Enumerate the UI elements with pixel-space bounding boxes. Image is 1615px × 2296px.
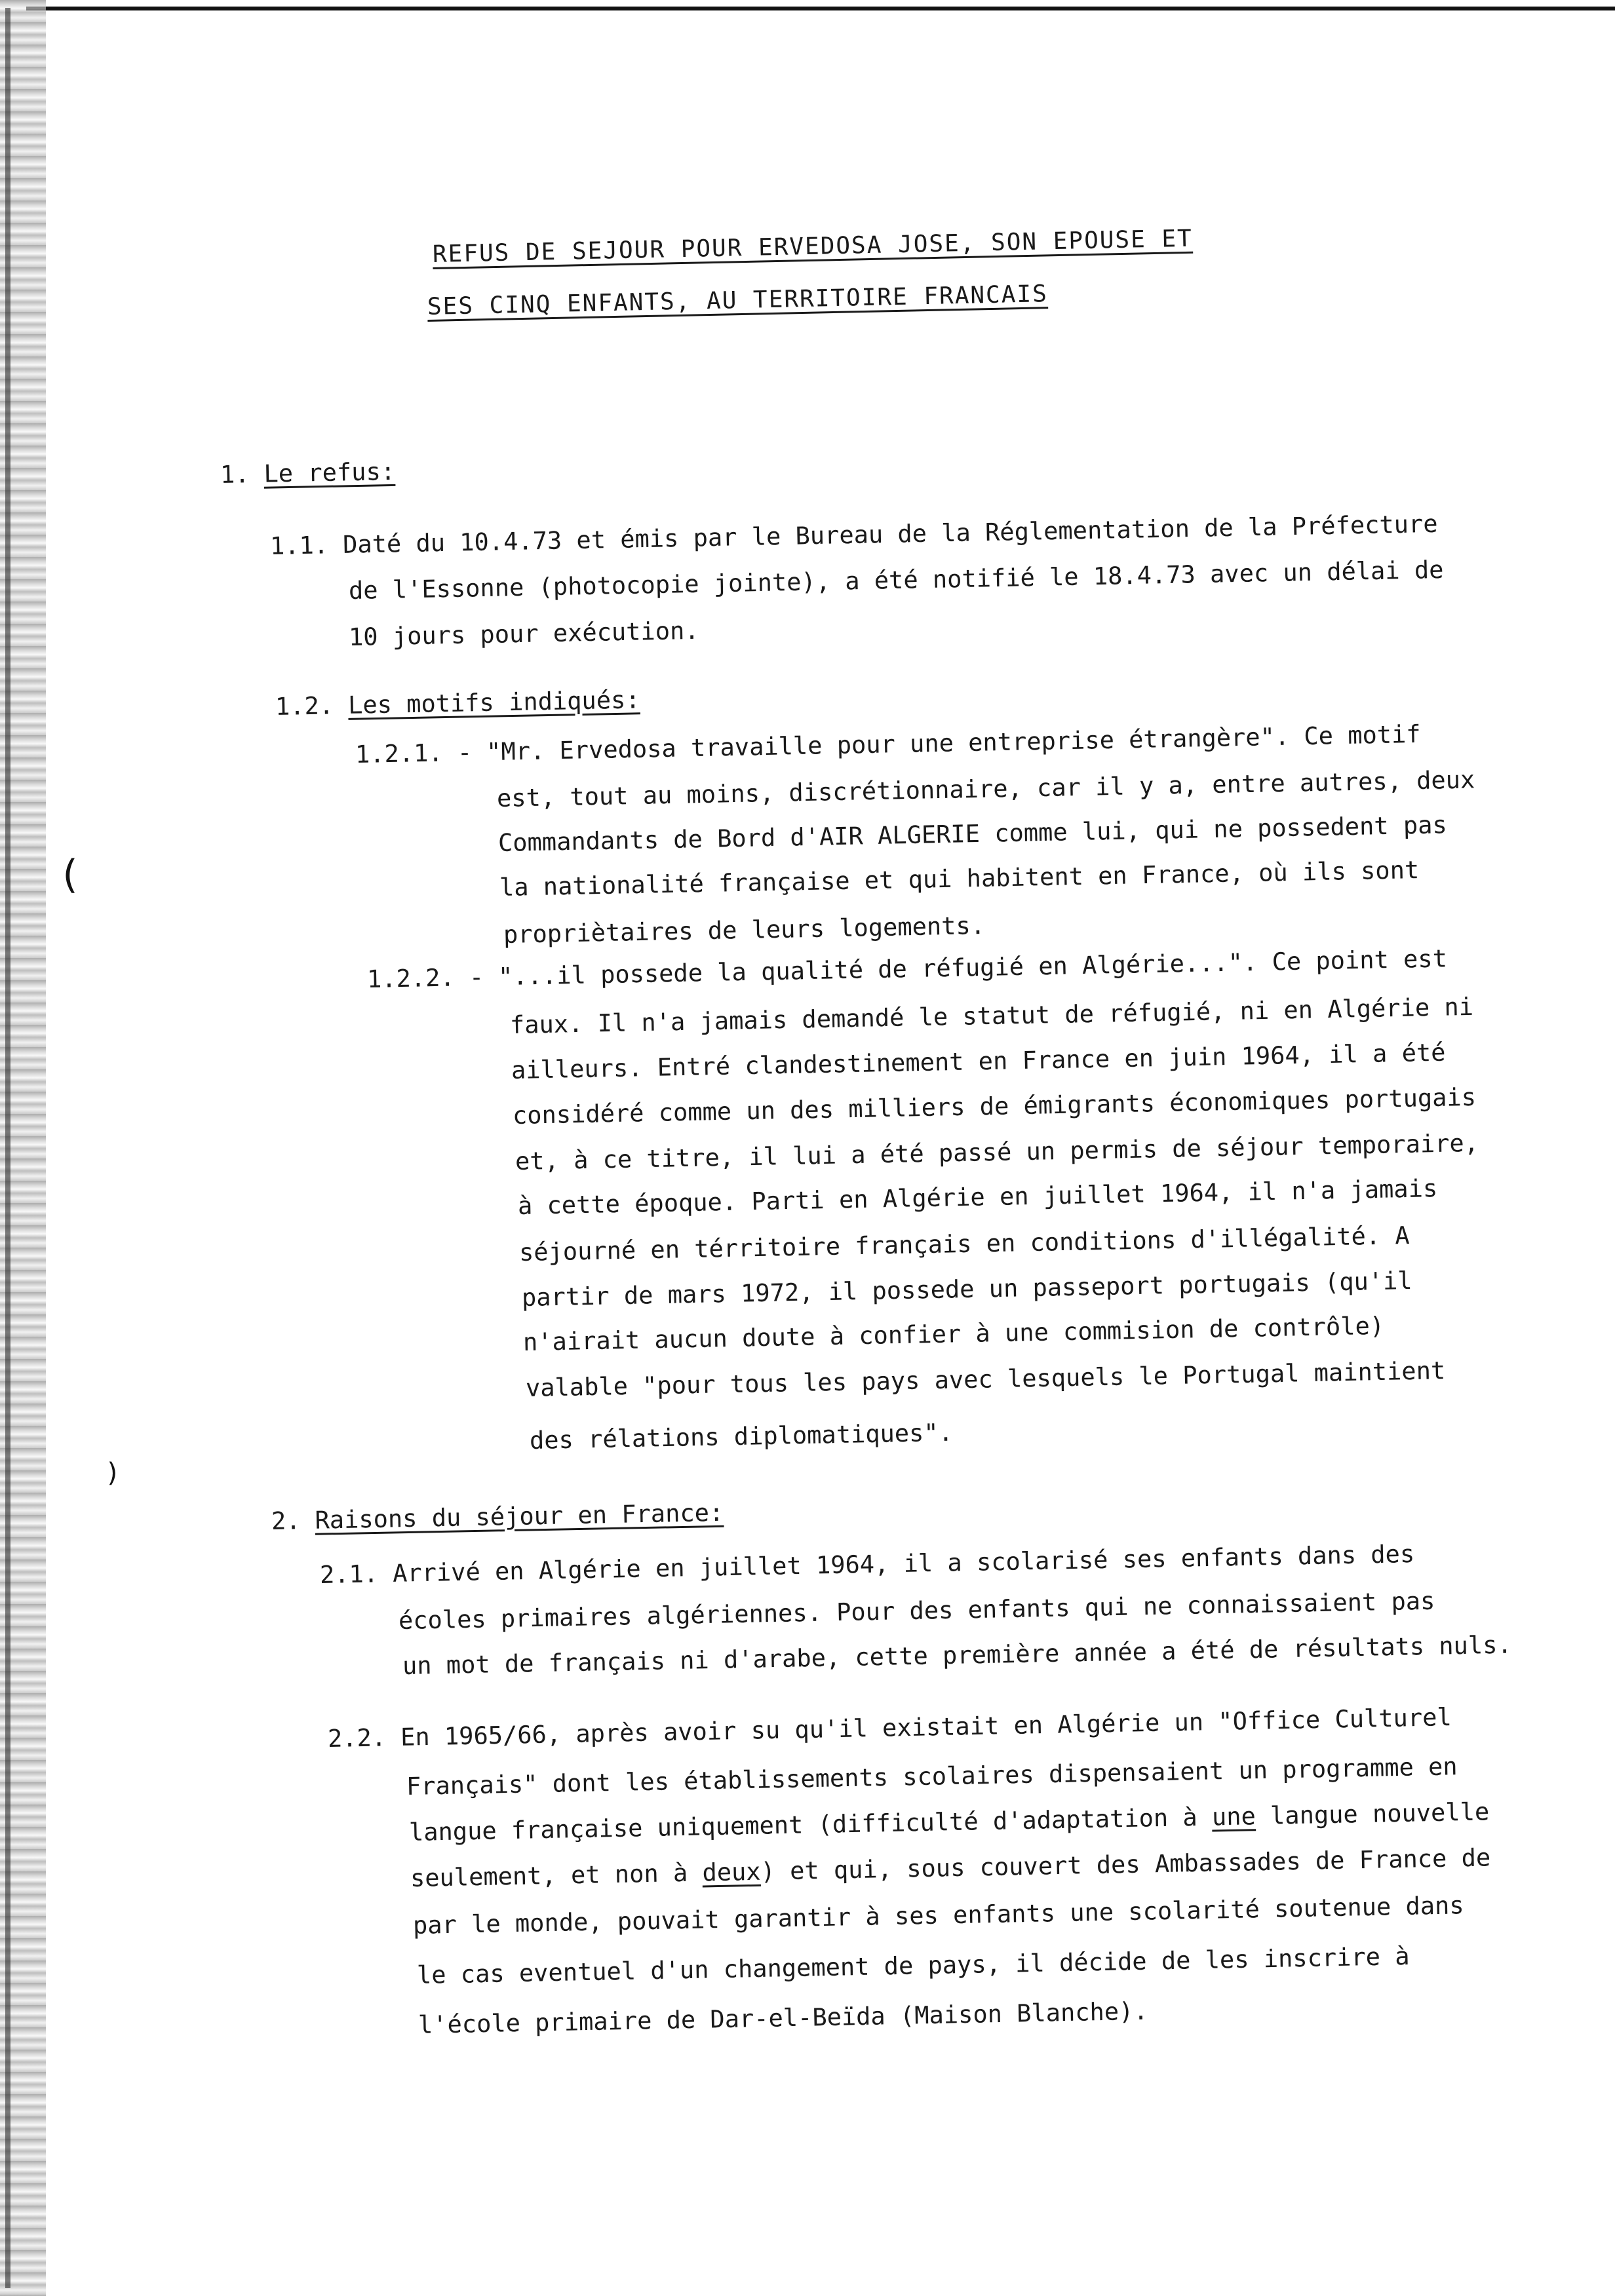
- document-title-line-2: SES CINQ ENFANTS, AU TERRITOIRE FRANCAIS: [427, 280, 1049, 320]
- subsection-heading: [275, 687, 640, 719]
- paragraph-line: [269, 509, 1438, 560]
- paragraph-line: [319, 1539, 1415, 1589]
- paragraph-line: valable "pour tous les pays avec lesquels le Portugal maintient: [525, 1356, 1446, 1402]
- paragraph-number: 1.2.2. -: [366, 963, 484, 993]
- text-segment: ) et qui, sous couvert des Ambassades de France de: [760, 1843, 1491, 1886]
- paragraph-line: des rélations diplomatiques".: [529, 1418, 954, 1455]
- paragraph-line: [409, 1799, 1490, 1845]
- paragraph-number: 1.2.: [275, 691, 334, 721]
- section-title: Raisons du séjour en France:: [315, 1498, 724, 1535]
- paragraph-line: propriètaires de leurs logements.: [503, 911, 986, 949]
- scan-left-shadow: [5, 8, 10, 2288]
- document-title-line-1: REFUS DE SEJOUR POUR ERVEDOSA JOSE, SON EPOUSE ET: [432, 225, 1194, 268]
- paragraph-text: "...il possede la qualité de réfugié en Algérie...". Ce point est: [497, 944, 1448, 991]
- subsection-title: Les motifs indiqués:: [347, 685, 640, 719]
- paragraph-number: 1.2.1. -: [355, 738, 473, 769]
- paragraph-number: 2.2.: [327, 1723, 387, 1753]
- paragraph-text: "Mr. Ervedosa travaille pour une entreprise étrangère". Ce motif: [486, 719, 1421, 767]
- section-number: 1.: [220, 460, 250, 489]
- paragraph-text: Arrivé en Algérie en juillet 1964, il a scolarisé ses enfants dans des: [392, 1539, 1415, 1588]
- paragraph-line: est, tout au moins, discrétionnaire, car il y a, entre autres, deux: [496, 765, 1475, 813]
- paragraph-text: En 1965/66, après avoir su qu'il existait en Algérie un "Office Culturel: [400, 1703, 1452, 1751]
- paragraph-line: par le monde, pouvait garantir à ses enfants une scolarité soutenue dans: [412, 1891, 1464, 1940]
- section-2-heading: [271, 1498, 724, 1535]
- paragraph-line: faux. Il n'a jamais demandé le statut de réfugié, ni en Algérie ni: [509, 992, 1474, 1039]
- paragraph-line: [328, 1705, 1452, 1751]
- text-segment: langue française uniquement (difficulté d'adaptation à: [408, 1803, 1213, 1846]
- paragraph-line: ailleurs. Entré clandestinement en France en juin 1964, il a été: [511, 1038, 1446, 1084]
- paragraph-line: de l'Essonne (photocopie jointe), a été notifié le 18.4.73 avec un délai de: [348, 555, 1444, 605]
- underlined-word: deux: [702, 1857, 761, 1887]
- section-title: Le refus:: [263, 457, 396, 488]
- paragraph-line: à cette époque. Parti en Algérie en juillet 1964, il n'a jamais: [517, 1174, 1438, 1220]
- paragraph-line: la nationalité française et qui habitent en France, où ils sont: [499, 856, 1420, 902]
- text-segment: langue nouvelle: [1255, 1797, 1490, 1831]
- scan-mark: ): [105, 1458, 121, 1488]
- paragraph-number: 1.1.: [269, 531, 329, 560]
- section-number: 2.: [271, 1506, 301, 1535]
- paragraph-line: séjourné en térritoire français en conditions d'illégalité. A: [518, 1221, 1411, 1267]
- paragraph-line: et, à ce titre, il lui a été passé un permis de séjour temporaire,: [515, 1128, 1479, 1176]
- underlined-word: une: [1211, 1802, 1256, 1831]
- paragraph-line: 10 jours pour exécution.: [348, 616, 699, 651]
- paragraph-text: Daté du 10.4.73 et émis par le Bureau de la Réglementation de la Préfecture: [342, 509, 1438, 559]
- paragraph-line: partir de mars 1972, il possede un passeport portugais (qu'il: [521, 1266, 1413, 1312]
- text-segment: seulement, et non à: [410, 1858, 703, 1892]
- scan-top-edge: [26, 7, 1615, 10]
- paragraph-line: considéré comme un des milliers de émigrants économiques portugais: [512, 1082, 1477, 1130]
- scan-mark: (: [58, 852, 82, 898]
- paragraph-line: n'airait aucun doute à confier à une commision de contrôle): [522, 1311, 1385, 1356]
- paragraph-line: l'école primaire de Dar-el-Beïda (Maison Blanche).: [418, 1997, 1149, 2039]
- paragraph-line: [410, 1845, 1491, 1890]
- paragraph-line: écoles primaires algériennes. Pour des enfants qui ne connaissaient pas: [398, 1586, 1435, 1635]
- paragraph-line: le cas eventuel d'un changement de pays, il décide de les inscrire à: [416, 1942, 1410, 1989]
- section-1-heading: [220, 459, 396, 487]
- paragraph-line: [355, 719, 1421, 769]
- paragraph-line: [367, 946, 1448, 991]
- paragraph-line: Français" dont les établissements scolaires dispensaient un programme en: [406, 1752, 1458, 1801]
- paragraph-line: Commandants de Bord d'AIR ALGERIE comme lui, qui ne possedent pas: [497, 811, 1448, 857]
- paragraph-number: 2.1.: [319, 1559, 379, 1589]
- paragraph-line: un mot de français ni d'arabe, cette première année a été de résultats nuls.: [402, 1630, 1513, 1680]
